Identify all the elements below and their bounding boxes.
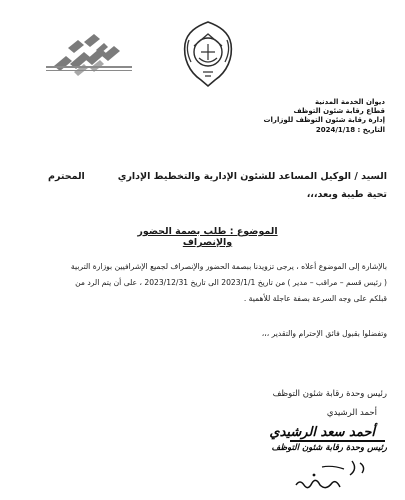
addressee-line: السيد / الوكيل المساعد للشئون الإدارية والتخطيط الإداري — [117, 171, 387, 182]
header-department: إدارة رقابة شئون التوظف للوزارات — [263, 116, 385, 124]
body-line: بالإشارة إلى الموضوع أعلاه ، يرجى تزويدنا ببصمة الحضور والإنصراف لجميع الإشرافيين بوزارة التربية — [70, 262, 387, 271]
honorific: المحترم — [48, 171, 85, 182]
state-emblem-icon — [181, 20, 235, 90]
civil-service-logo — [44, 30, 136, 82]
signatory-name: أحمد الرشيدي — [326, 408, 377, 418]
header-ministry: ديوان الخدمة المدنية — [314, 98, 385, 106]
header-sector: قطاع رقابة شئون التوظف — [293, 107, 385, 115]
date-value: 2024/1/18 — [315, 126, 356, 134]
signatory-title: رئيس وحدة رقابة شئون التوظف — [272, 389, 387, 399]
body-line: قبلكم على وجه السرعة بصفة عاجلة للأهمية . — [243, 294, 387, 303]
logo-caption — [46, 66, 132, 72]
subject-line: الموضوع : طلب بصمة الحضور والإنصراف — [137, 226, 278, 248]
date-label: التاريخ : — [357, 126, 385, 134]
stamp-divider — [290, 440, 385, 442]
header-date — [316, 125, 385, 135]
stamp-title: رئيس وحدة رقابة شئون التوظف — [271, 443, 387, 453]
handwritten-signature — [292, 455, 387, 493]
stamp-name: أحمد سعد الرشيدي — [269, 425, 375, 440]
greeting: تحية طيبة وبعد،،، — [306, 189, 387, 200]
body-line: ( رئيس قسم – مراقب – مدير ) من تاريخ 2023/1/1 الى تاريخ 2023/12/31 ، على أن يتم الرد من — [75, 278, 387, 287]
closing-line: وتفضلوا بقبول فائق الإحترام والتقدير ،،، — [261, 329, 387, 338]
